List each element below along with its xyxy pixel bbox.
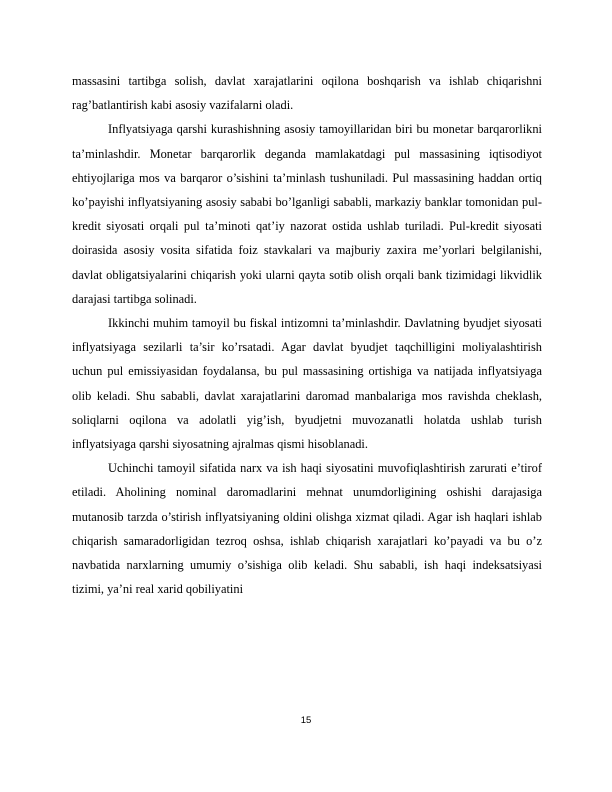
paragraph-fiscal-discipline: Ikkinchi muhim tamoyil bu fiskal intizomni ta’minlashdir. Davlatning byudjet siyosati inflyatsiyaga sezilarli ta’sir ko’rsatadi. Agar davlat byudjet taqchilligini moliyalashtirish uchun pul emissiyasidan foydalansa, bu pul massasining ortishiga va natijada inflyatsiyaga olib keladi. Shu sababli, davlat xarajatlarini daromad manbalariga mos ravishda cheklash, soliqlarni oqilona va adolatli yig’ish, byudjetni muvozanatli holatda ushlab turish inflyatsiyaga qarshi siyosatning ajralmas qismi hisoblanadi. xyxy=(72,316,542,452)
document-body xyxy=(72,69,542,601)
paragraph-monetary-stability: Inflyatsiyaga qarshi kurashishning asosiy tamoyillaridan biri bu monetar barqarorlikni ta’minlashdir. Monetar barqarorlik deganda mamlakatdagi pul massasining iqtisodiyot ehtiyojlariga mos va barqaror o’sishini ta’minlash tushuniladi. Pul massasining haddan ortiq ko’payishi inflyatsiyaning asosiy sababi bo’lganligi sababli, markaziy banklar tomonidan pul-kredit siyosati orqali pul ta’minoti qat’iy nazorat ostida ushlab turiladi. Pul-kredit siyosati doirasida asosiy vosita sifatida foiz stavkalari va majburiy zaxira me’yorlari belgilanishi, davlat obligatsiyalarini chiqarish yoki ularni qayta sotib olish orqali bank tizimidagi likvidlik darajasi tartibga solinadi. xyxy=(72,122,542,306)
paragraph-price-wage-policy: Uchinchi tamoyil sifatida narx va ish haqi siyosatini muvofiqlashtirish zarurati e’tirof etiladi. Aholining nominal daromadlarini mehnat unumdorligining oshishi darajasiga mutanosib tarzda o’stirish inflyatsiyaning oldini olishga xizmat qiladi. Agar ish haqlari ishlab chiqarish samaradorligidan tezroq oshsa, ishlab chiqarish xarajatlari ko’payadi va bu o’z navbatida narxlarning umumiy o’sishiga olib keladi. Shu sababli, ish haqi indeksatsiyasi tizimi, ya’ni real xarid qobiliyatini xyxy=(72,461,542,597)
paragraph-continuation: massasini tartibga solish, davlat xarajatlarini oqilona boshqarish va ishlab chiqarishni rag’batlantirish kabi asosiy vazifalarni oladi. xyxy=(72,74,542,113)
page-number: 15 xyxy=(300,715,312,726)
